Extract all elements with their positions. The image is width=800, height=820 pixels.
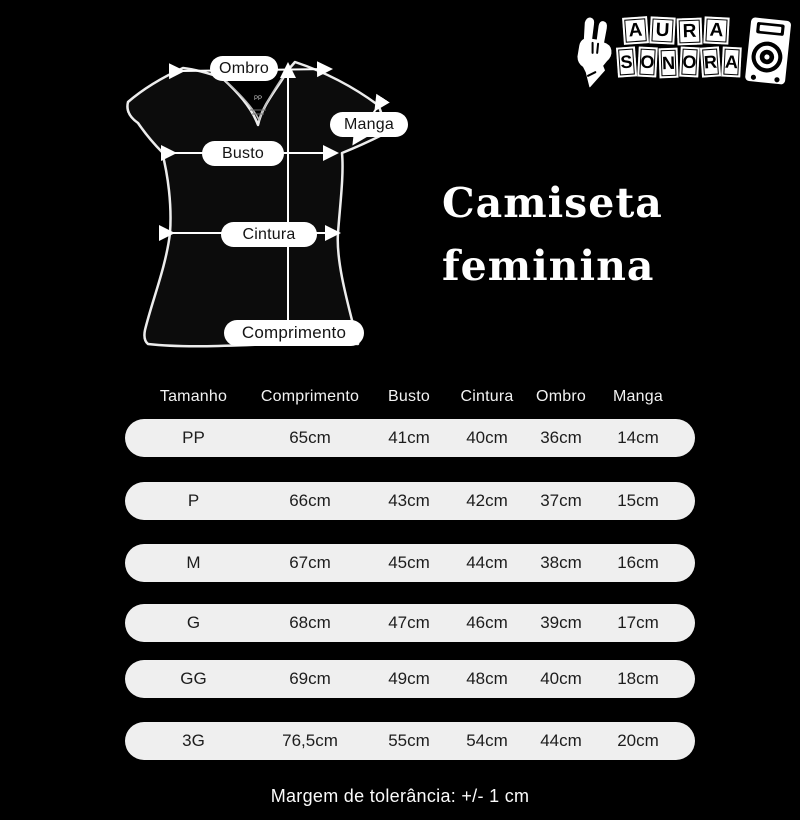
header-cell-busto: Busto: [388, 388, 430, 405]
page-title-line1: Camiseta: [442, 179, 663, 227]
page-title: [442, 172, 663, 298]
size-cell: 48cm: [466, 669, 508, 688]
table-row-m: [125, 544, 695, 582]
tolerance-note: Margem de tolerância: +/- 1 cm: [270, 786, 530, 806]
size-cell: 17cm: [617, 613, 659, 632]
header-cell-comprimento: Comprimento: [260, 388, 360, 405]
table-row-gg: [125, 660, 695, 698]
size-cell: 18cm: [617, 669, 659, 688]
measure-label-ombro: Ombro: [210, 56, 278, 81]
size-cell: 44cm: [466, 553, 508, 572]
speaker-icon: [741, 16, 796, 88]
neck-tag-size: PP: [253, 96, 263, 102]
size-cell: 40cm: [466, 428, 508, 447]
header-cell-tamanho: Tamanho: [159, 388, 228, 405]
brand-tile: S: [616, 46, 637, 77]
table-row-pp: [125, 419, 695, 457]
size-cell: 65cm: [289, 428, 331, 447]
measure-label-cintura: Cintura: [221, 222, 317, 247]
size-cell: 44cm: [540, 731, 582, 750]
table-row-3g: [125, 722, 695, 760]
size-cell: 20cm: [617, 731, 659, 750]
size-cell: 43cm: [388, 491, 430, 510]
brand-tile: A: [703, 16, 729, 44]
size-cell: 38cm: [540, 553, 582, 572]
brand-word-sonora: [617, 47, 741, 77]
size-cell: 47cm: [388, 613, 430, 632]
measure-label-comprimento: Comprimento: [224, 320, 364, 346]
page-title-line2: feminina: [442, 242, 655, 290]
size-cell: 41cm: [388, 428, 430, 447]
header-cell-manga: Manga: [613, 388, 663, 405]
rock-hand-icon: [566, 14, 621, 90]
size-cell: 69cm: [289, 669, 331, 688]
size-cell: 42cm: [466, 491, 508, 510]
table-row-g: [125, 604, 695, 642]
size-cell: 16cm: [617, 553, 659, 572]
brand-tile: A: [622, 16, 649, 45]
size-cell: 54cm: [466, 731, 508, 750]
size-cell: 46cm: [466, 613, 508, 632]
size-cell: 67cm: [289, 553, 331, 572]
brand-tile: U: [649, 16, 675, 44]
size-cell: 3G: [182, 731, 205, 750]
size-cell: 49cm: [388, 669, 430, 688]
brand-tile: N: [659, 48, 679, 79]
measure-label-manga: Manga: [330, 112, 408, 137]
size-cell: 15cm: [617, 491, 659, 510]
size-cell: G: [186, 613, 201, 632]
size-cell: 55cm: [388, 731, 430, 750]
brand-tile: O: [679, 47, 700, 78]
size-cell: PP: [182, 428, 205, 447]
brand-word-aura: [623, 17, 729, 44]
size-cell: 68cm: [289, 613, 331, 632]
header-cell-cintura: Cintura: [460, 388, 514, 405]
size-cell: 76,5cm: [282, 731, 338, 750]
size-cell: P: [187, 491, 200, 510]
header-cell-ombro: Ombro: [536, 388, 586, 405]
brand-logo: [563, 10, 798, 92]
measure-label-busto: Busto: [202, 141, 284, 166]
size-table-header: [125, 388, 695, 406]
size-cell: GG: [180, 669, 207, 688]
size-cell: 14cm: [617, 428, 659, 447]
size-cell: 40cm: [540, 669, 582, 688]
table-row-p: [125, 482, 695, 520]
size-cell: 66cm: [289, 491, 331, 510]
size-cell: 39cm: [540, 613, 582, 632]
brand-tile: R: [700, 46, 721, 77]
brand-tile: R: [677, 18, 703, 46]
size-cell: M: [186, 553, 201, 572]
shirt-outline: [127, 62, 382, 346]
brand-tile: O: [637, 47, 658, 78]
tshirt-illustration: [100, 45, 420, 360]
size-cell: 36cm: [540, 428, 582, 447]
size-cell: 45cm: [388, 553, 430, 572]
brand-tile: A: [721, 47, 742, 78]
size-cell: 37cm: [540, 491, 582, 510]
